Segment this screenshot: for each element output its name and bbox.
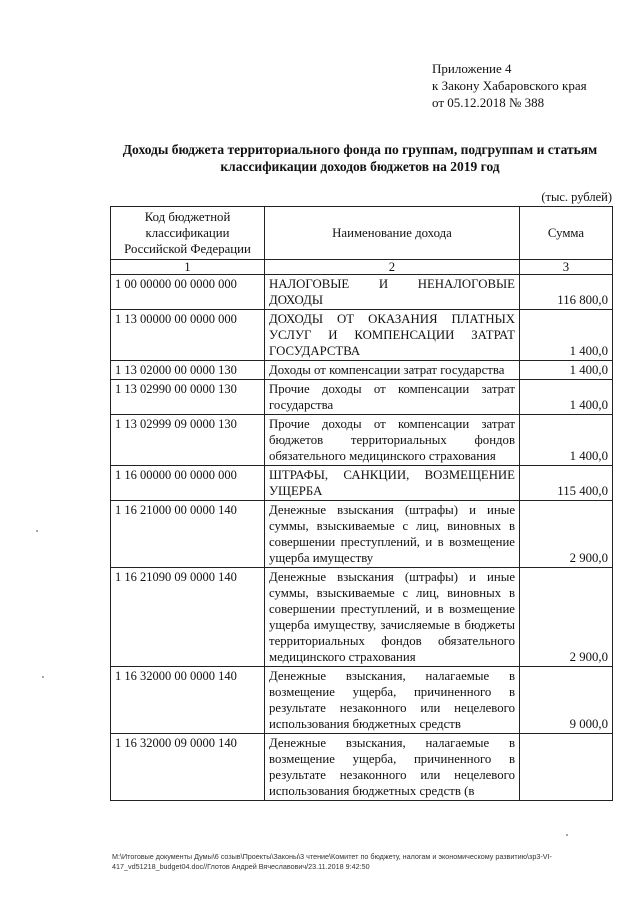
row-code: 1 13 02999 09 0000 130 bbox=[111, 415, 265, 466]
index-2: 2 bbox=[265, 260, 520, 275]
table-row bbox=[111, 734, 613, 801]
row-sum: 1 400,0 bbox=[520, 415, 613, 466]
row-code: 1 16 32000 00 0000 140 bbox=[111, 667, 265, 734]
row-name: НАЛОГОВЫЕ И НЕНАЛОГОВЫЕ ДОХОДЫ bbox=[265, 275, 520, 310]
appendix-number: Приложение 4 bbox=[432, 61, 512, 76]
table-row bbox=[111, 310, 613, 361]
table-row bbox=[111, 667, 613, 734]
row-sum bbox=[520, 734, 613, 801]
row-name: Прочие доходы от компенсации затрат бюджетов территориальных фондов обязательного медицинского страхования bbox=[265, 415, 520, 466]
table-row bbox=[111, 466, 613, 501]
row-code: 1 00 00000 00 0000 000 bbox=[111, 275, 265, 310]
document-title bbox=[100, 141, 620, 175]
row-sum: 115 400,0 bbox=[520, 466, 613, 501]
units-label: (тыс. рублей) bbox=[541, 190, 612, 204]
row-name: Денежные взыскания (штрафы) и иные суммы, взыскиваемые с лиц, виновных в совершении преступлений, и в возмещение ущерба имуществу, зачисляемые в бюджеты территориальных фондов обязательного медицинского страхования bbox=[265, 568, 520, 667]
row-code: 1 16 21000 00 0000 140 bbox=[111, 501, 265, 568]
row-name: ШТРАФЫ, САНКЦИИ, ВОЗМЕЩЕНИЕ УЩЕРБА bbox=[265, 466, 520, 501]
file-path-footer bbox=[112, 852, 617, 872]
footer-line-1: M:\Итоговые документы Думы\6 созыв\Проекты\Законы\3 чтение\Комитет по бюджету, налогам и экономическому развитию\зр3-VI- bbox=[112, 852, 552, 861]
header-code: Код бюджетной классификации Российской Федерации bbox=[111, 207, 265, 260]
income-table bbox=[110, 206, 613, 801]
title-line-1: Доходы бюджета территориального фонда по группам, подгруппам и статьям bbox=[122, 142, 598, 157]
row-name: Денежные взыскания, налагаемые в возмещение ущерба, причиненного в результате незаконного или нецелевого использования бюджетных средств bbox=[265, 667, 520, 734]
row-code: 1 16 21090 09 0000 140 bbox=[111, 568, 265, 667]
index-3: 3 bbox=[520, 260, 613, 275]
row-sum: 1 400,0 bbox=[520, 361, 613, 380]
table-index-row bbox=[111, 260, 613, 275]
scan-speck bbox=[36, 530, 38, 532]
row-sum: 2 900,0 bbox=[520, 501, 613, 568]
header-name: Наименование дохода bbox=[265, 207, 520, 260]
row-name: Денежные взыскания (штрафы) и иные суммы, взыскиваемые с лиц, виновных в совершении преступлений, и в возмещение ущерба имуществу bbox=[265, 501, 520, 568]
row-code: 1 16 32000 09 0000 140 bbox=[111, 734, 265, 801]
row-name: Денежные взыскания, налагаемые в возмещение ущерба, причиненного в результате незаконного или нецелевого использования бюджетных средств (в bbox=[265, 734, 520, 801]
footer-line-2: 417_vd51218_budget04.doc//Глотов Андрей Вячеславович/23.11.2018 9:42:50 bbox=[112, 862, 370, 871]
table-row bbox=[111, 568, 613, 667]
row-code: 1 13 02000 00 0000 130 bbox=[111, 361, 265, 380]
scan-speck bbox=[42, 676, 44, 678]
table-row bbox=[111, 501, 613, 568]
table-row bbox=[111, 361, 613, 380]
index-1: 1 bbox=[111, 260, 265, 275]
row-sum: 9 000,0 bbox=[520, 667, 613, 734]
row-code: 1 16 00000 00 0000 000 bbox=[111, 466, 265, 501]
row-code: 1 13 02990 00 0000 130 bbox=[111, 380, 265, 415]
title-line-2: классификации доходов бюджетов на 2019 год bbox=[220, 159, 500, 174]
appendix-block bbox=[432, 60, 587, 111]
table-row bbox=[111, 275, 613, 310]
scan-speck bbox=[566, 834, 568, 836]
row-sum: 116 800,0 bbox=[520, 275, 613, 310]
header-sum: Сумма bbox=[520, 207, 613, 260]
appendix-law: к Закону Хабаровского края bbox=[432, 78, 587, 93]
row-sum: 2 900,0 bbox=[520, 568, 613, 667]
row-sum: 1 400,0 bbox=[520, 310, 613, 361]
row-name: Прочие доходы от компенсации затрат государства bbox=[265, 380, 520, 415]
row-name: ДОХОДЫ ОТ ОКАЗАНИЯ ПЛАТНЫХ УСЛУГ И КОМПЕНСАЦИИ ЗАТРАТ ГОСУДАРСТВА bbox=[265, 310, 520, 361]
table-row bbox=[111, 415, 613, 466]
row-sum: 1 400,0 bbox=[520, 380, 613, 415]
row-code: 1 13 00000 00 0000 000 bbox=[111, 310, 265, 361]
table-header-row bbox=[111, 207, 613, 260]
row-name: Доходы от компенсации затрат государства bbox=[265, 361, 520, 380]
table-row bbox=[111, 380, 613, 415]
appendix-date: от 05.12.2018 № 388 bbox=[432, 95, 545, 110]
